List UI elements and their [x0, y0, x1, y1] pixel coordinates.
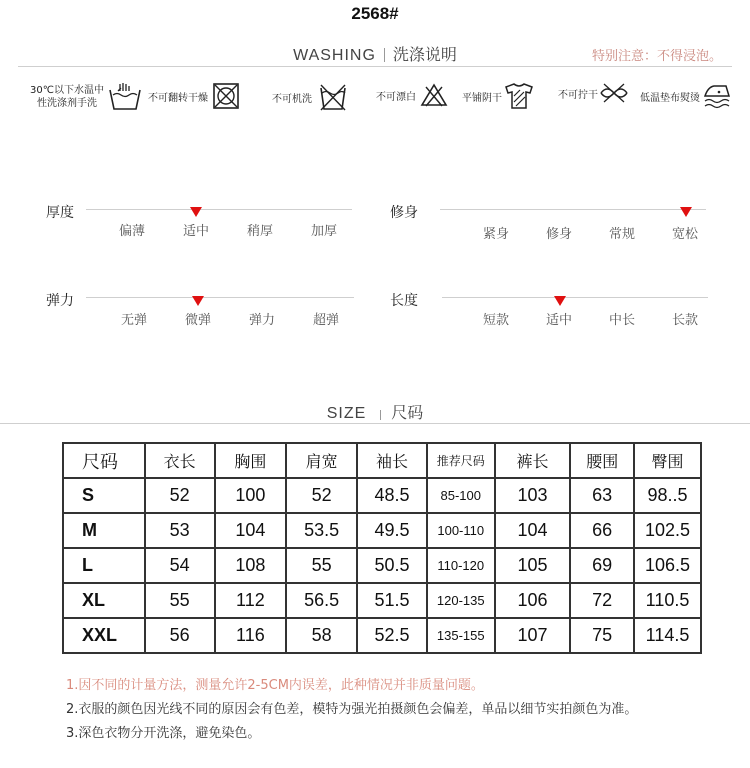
table-cell: 110-120 [427, 548, 495, 583]
no-bleach-icon [420, 82, 448, 108]
elasticity-selected-marker [192, 296, 204, 306]
table-row [63, 583, 701, 618]
fit-option: 紧身 [482, 227, 509, 242]
size-section-header [0, 400, 750, 423]
table-cell: 75 [570, 618, 634, 653]
thickness-option: 偏薄 [118, 224, 145, 239]
wash-label: 不可机洗 [272, 93, 312, 105]
note-wash-dark: 3.深色衣物分开洗涤，避免染色。 [66, 726, 261, 741]
wash-item-no-wring [558, 82, 629, 104]
header-size: 尺码 [63, 443, 145, 478]
table-row [63, 478, 701, 513]
table-cell: 56.5 [286, 583, 357, 618]
table-cell: 112 [215, 583, 287, 618]
table-cell: 98..5 [634, 478, 701, 513]
elasticity-option: 弹力 [248, 313, 275, 328]
no-wring-icon [599, 82, 629, 104]
no-tumble-dry-icon [212, 82, 240, 110]
size-title-cn: 尺码 [391, 403, 424, 422]
thickness-option: 加厚 [310, 224, 337, 239]
table-row [63, 618, 701, 653]
table-cell: 106.5 [634, 548, 701, 583]
table-cell: 85-100 [427, 478, 495, 513]
wash-label: 不可翻转干燥 [148, 92, 208, 104]
elasticity-scale-line [86, 297, 354, 298]
table-cell: 100 [215, 478, 287, 513]
wash-item-hand-wash [30, 82, 142, 112]
thickness-option: 适中 [182, 224, 209, 239]
table-cell: 120-135 [427, 583, 495, 618]
product-code: 2568# [351, 4, 399, 23]
header-hip: 臀围 [634, 443, 701, 478]
length-option: 适中 [545, 313, 572, 328]
table-cell: 116 [215, 618, 287, 653]
special-notice: 特别注意：不得浸泡。 [591, 49, 722, 64]
length-scale-line [442, 297, 708, 298]
elasticity-option: 超弹 [312, 313, 339, 328]
thickness-scale-line [86, 209, 352, 210]
size-title-en: SIZE [326, 405, 367, 422]
length-label: 长度 [390, 293, 418, 309]
size-cell: XXL [63, 618, 145, 653]
elasticity-label: 弹力 [46, 293, 74, 309]
size-cell: S [63, 478, 145, 513]
table-cell: 102.5 [634, 513, 701, 548]
table-cell: 58 [286, 618, 357, 653]
fit-scale-line [440, 209, 706, 210]
table-cell: 66 [570, 513, 634, 548]
wash-item-no-bleach [376, 82, 448, 108]
elasticity-option: 无弹 [120, 313, 147, 328]
table-cell: 107 [495, 618, 571, 653]
divider [384, 48, 385, 62]
wash-item-dry-flat-shade [462, 82, 534, 110]
table-cell: 50.5 [357, 548, 427, 583]
wash-label: 低温垫布熨烫 [640, 92, 700, 104]
header-pants-length: 裤长 [495, 443, 571, 478]
table-cell: 100-110 [427, 513, 495, 548]
wash-label: 平铺阴干 [462, 92, 502, 104]
header-shoulder: 肩宽 [286, 443, 357, 478]
wash-label: 不可拧干 [558, 89, 598, 101]
elasticity-option: 微弹 [184, 313, 211, 328]
fit-option: 常规 [608, 227, 635, 242]
wash-label-line1: 30℃以下水温中 [30, 85, 104, 96]
thickness-label: 厚度 [46, 205, 74, 221]
thickness-selected-marker [190, 207, 202, 217]
note-measurement: 1.因不同的计量方法，测量允许2-5CM内误差，此种情况并非质量问题。 [66, 678, 484, 693]
header-recommended: 推荐尺码 [427, 443, 495, 478]
length-selected-marker [554, 296, 566, 306]
table-header-row [63, 443, 701, 478]
fit-option: 宽松 [671, 227, 698, 242]
table-cell: 52.5 [357, 618, 427, 653]
table-cell: 52 [286, 478, 357, 513]
table-cell: 54 [145, 548, 215, 583]
table-cell: 103 [495, 478, 571, 513]
divider [380, 410, 381, 420]
thickness-option: 稍厚 [246, 224, 273, 239]
table-row [63, 548, 701, 583]
table-cell: 53.5 [286, 513, 357, 548]
table-cell: 114.5 [634, 618, 701, 653]
fit-label: 修身 [390, 205, 418, 221]
no-machine-wash-icon [318, 82, 348, 112]
dry-flat-in-shade-icon [504, 82, 534, 110]
table-cell: 55 [145, 583, 215, 618]
note-color: 2.衣服的颜色因光线不同的原因会有色差，模特为强光拍摄颜色会偏差，单品以细节实拍颜色为准。 [66, 702, 638, 717]
header-waist: 腰围 [570, 443, 634, 478]
size-divider-line [0, 423, 750, 424]
table-cell: 110.5 [634, 583, 701, 618]
table-cell: 48.5 [357, 478, 427, 513]
low-iron-with-cloth-icon [702, 82, 732, 110]
size-table [62, 442, 702, 654]
size-cell: XL [63, 583, 145, 618]
header-length: 衣长 [145, 443, 215, 478]
fit-option: 修身 [545, 227, 572, 242]
table-cell: 51.5 [357, 583, 427, 618]
wash-item-low-iron [640, 82, 732, 110]
table-cell: 135-155 [427, 618, 495, 653]
table-cell: 72 [570, 583, 634, 618]
washing-title-en: WASHING [293, 47, 376, 64]
table-cell: 69 [570, 548, 634, 583]
table-row [63, 513, 701, 548]
table-cell: 55 [286, 548, 357, 583]
table-cell: 49.5 [357, 513, 427, 548]
table-cell: 104 [495, 513, 571, 548]
washing-divider-line [18, 66, 732, 67]
wash-item-no-tumble-dry [148, 82, 240, 110]
table-cell: 106 [495, 583, 571, 618]
table-cell: 53 [145, 513, 215, 548]
table-cell: 56 [145, 618, 215, 653]
length-option: 中长 [608, 313, 635, 328]
table-cell: 52 [145, 478, 215, 513]
table-cell: 104 [215, 513, 287, 548]
wash-item-no-machine-wash [272, 82, 348, 112]
size-cell: L [63, 548, 145, 583]
length-option: 短款 [482, 313, 509, 328]
fit-selected-marker [680, 207, 692, 217]
washing-title-cn: 洗涤说明 [392, 45, 457, 64]
size-cell: M [63, 513, 145, 548]
wash-label: 不可漂白 [376, 91, 416, 103]
table-cell: 63 [570, 478, 634, 513]
table-cell: 108 [215, 548, 287, 583]
table-cell: 105 [495, 548, 571, 583]
hand-wash-icon [108, 82, 142, 112]
wash-label-line2: 性洗涤剂手洗 [36, 98, 97, 109]
header-chest: 胸围 [215, 443, 287, 478]
header-sleeve: 袖长 [357, 443, 427, 478]
length-option: 长款 [671, 313, 698, 328]
